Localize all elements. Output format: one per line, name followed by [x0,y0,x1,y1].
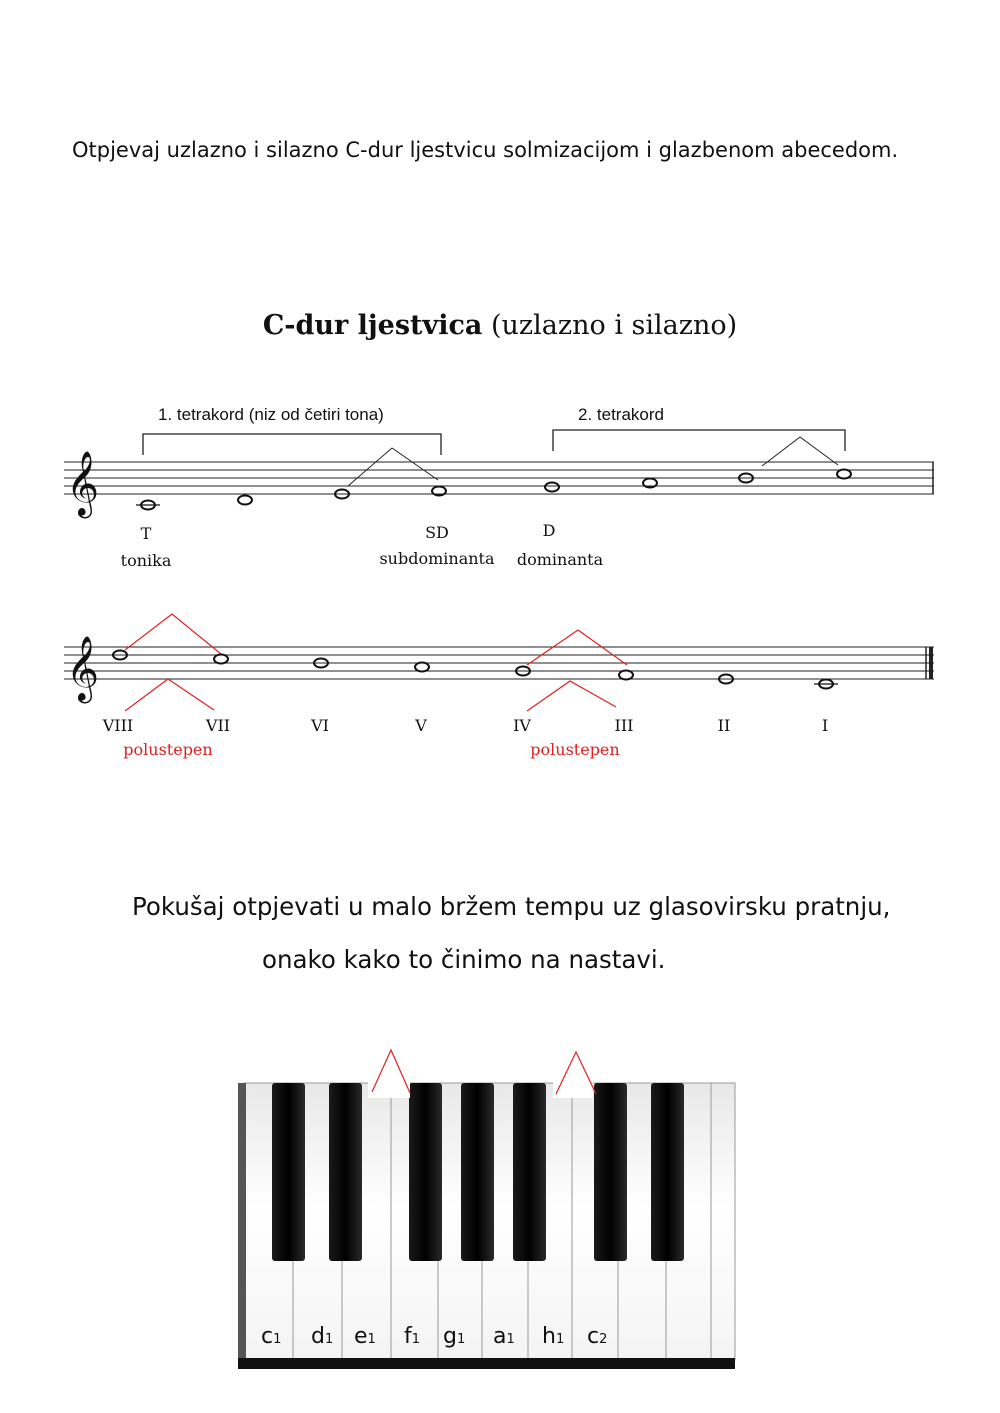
degree-6: VI [311,716,329,735]
key-label-c1: c1 [261,1324,282,1349]
black-key-7 [651,1083,684,1261]
degree-8: VIII [102,716,134,735]
black-key-1 [272,1083,305,1261]
degree-labels [102,716,828,735]
degree-1: I [821,716,829,735]
scale-title-rest: (uzlazno i silazno) [491,310,738,341]
notes-descending [113,651,838,689]
degree-4: IV [513,716,531,735]
degree-3: III [614,716,634,735]
black-key-4 [461,1083,494,1261]
black-key-3 [409,1083,442,1261]
black-key-5 [513,1083,546,1261]
key-label-f1: f1 [404,1324,421,1349]
function-name-subdominanta: subdominanta [379,549,495,568]
function-name-tonika: tonika [120,551,172,570]
function-name-dominanta: dominanta [516,550,604,569]
key-label-d1: d1 [311,1324,334,1349]
note-d1 [238,496,252,505]
tetrachord-1-label: 1. tetrakord (niz od četiri tona) [158,405,384,424]
note-desc-e1 [619,671,633,680]
tetrachord-brackets [143,430,845,455]
function-letter-t: T [140,524,152,543]
semitone-label-1: polustepen [123,740,213,759]
note-g1 [545,483,559,492]
key-label-c2: c2 [587,1324,608,1349]
semitone-label-2: polustepen [530,740,620,759]
function-letter-d: D [542,521,556,540]
notes-ascending [136,470,851,510]
function-letter-sd: SD [425,523,449,542]
white-key-11 [711,1083,735,1360]
instruction-lesson: onako kako to činimo na nastavi. [262,945,666,974]
tetrachord-2-label: 2. tetrakord [578,405,664,424]
note-desc-g1 [415,663,429,672]
staff-ascending [64,462,934,494]
key-label-a1: a1 [493,1324,515,1349]
black-key-2 [329,1083,362,1261]
degree-5: V [415,716,427,735]
black-key-6 [594,1083,627,1261]
key-label-g1: g1 [443,1324,466,1349]
instruction-top: Otpjevaj uzlazno i silazno C-dur ljestvicu solmizacijom i glazbenom abecedom. [72,138,899,162]
scale-title-bold: C-dur ljestvica [262,310,483,341]
key-label-h1: h1 [542,1324,565,1349]
note-c2 [837,470,851,479]
degree-7: VII [205,716,231,735]
note-desc-h1 [214,655,228,664]
degree-2: II [717,716,731,735]
key-label-e1: e1 [354,1324,376,1349]
treble-clef-icon: 𝄞 [66,451,100,516]
treble-clef-icon-2: 𝄞 [66,636,100,701]
instruction-tempo: Pokušaj otpjevati u malo bržem tempu uz glasovirsku pratnju, [132,892,891,921]
staff-descending [64,647,934,679]
